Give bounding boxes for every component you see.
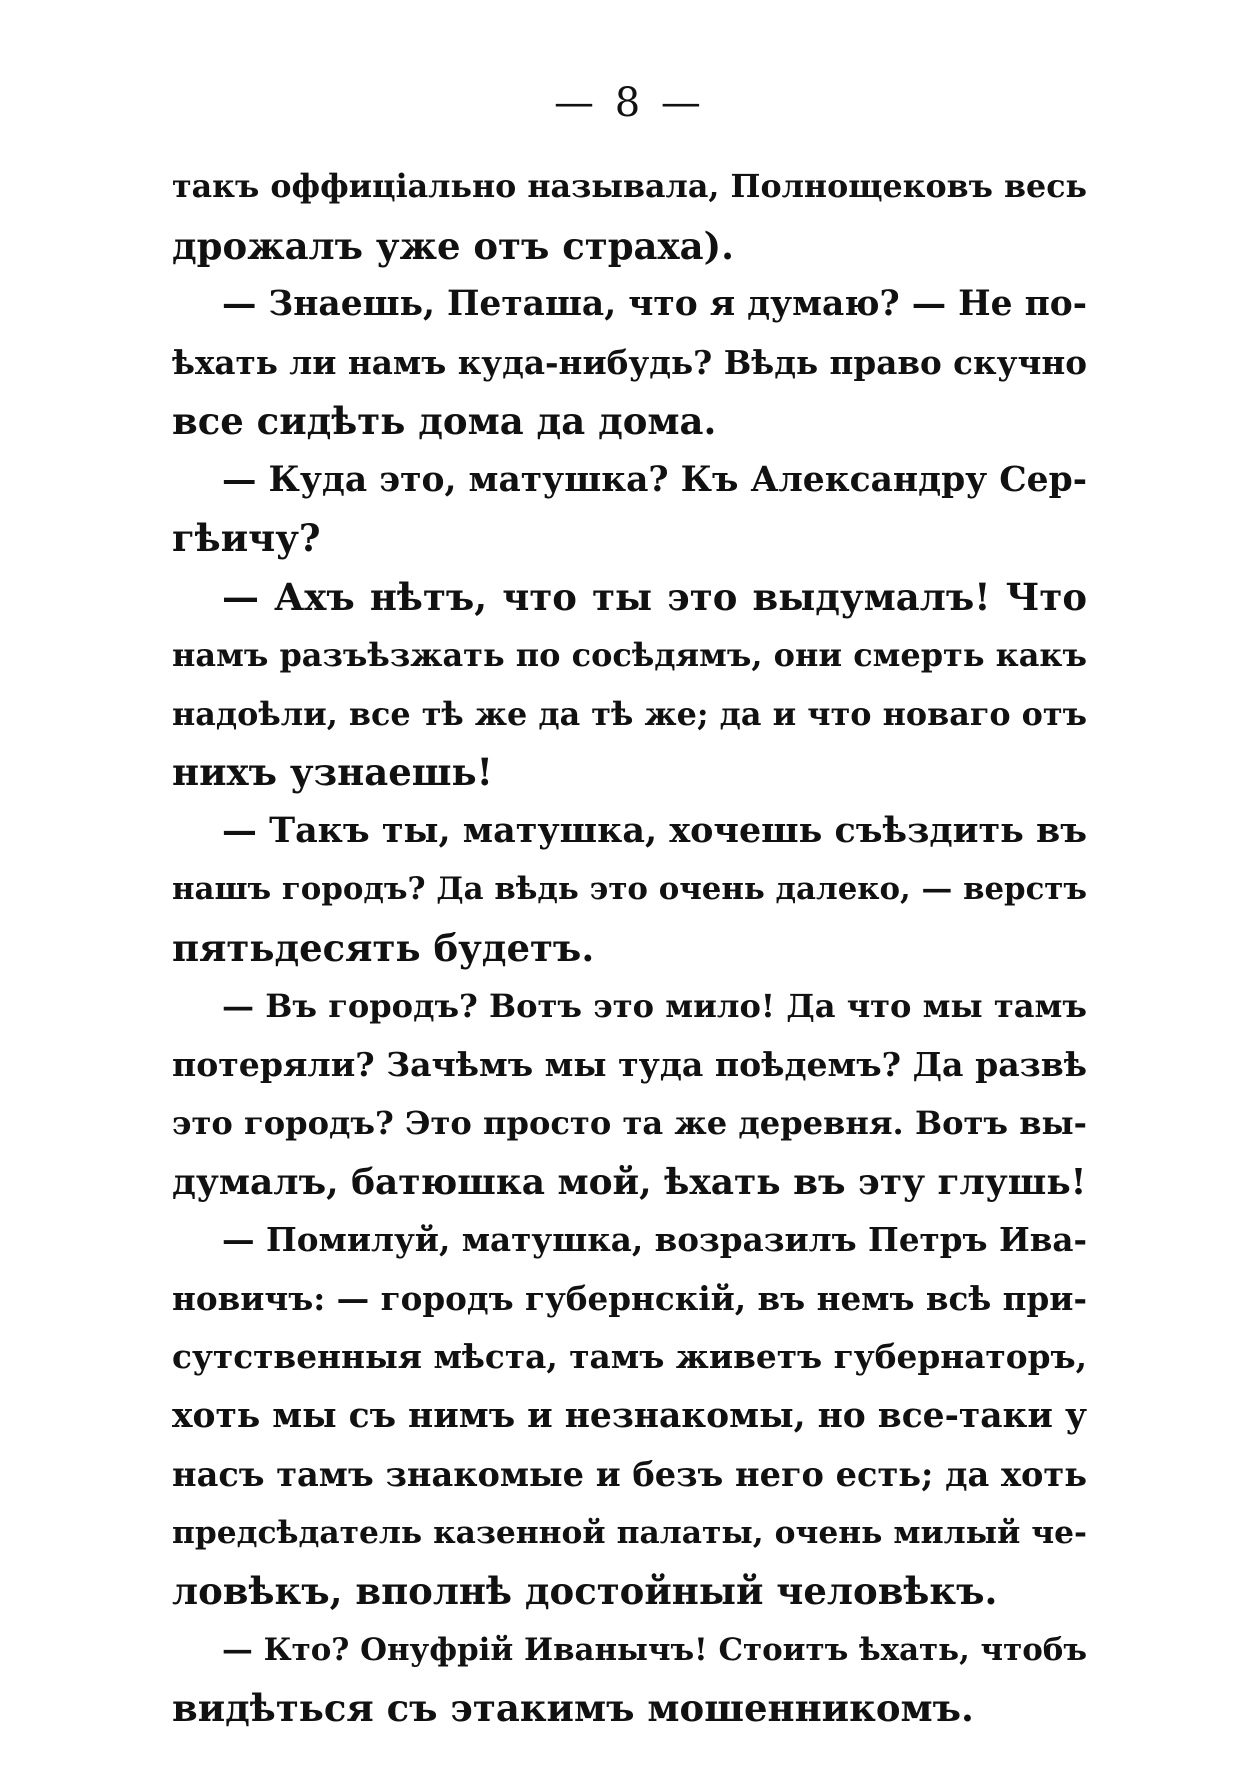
- text-line: ловѣкъ, вполнѣ достойный человѣкъ.: [172, 1569, 998, 1613]
- text-line: предсѣдатель казенной палаты, очень милый че-: [172, 1514, 1087, 1551]
- text-line: видѣться съ этакимъ мошенникомъ.: [172, 1686, 974, 1730]
- text-line: ѣхать ли намъ куда-нибудь? Вѣдь право скучно: [172, 342, 1087, 382]
- text-line: потеряли? Зачѣмъ мы туда поѣдемъ? Да развѣ: [172, 1044, 1087, 1084]
- text-line: нихъ узнаешь!: [172, 750, 493, 794]
- text-line: думалъ, батюшка мой, ѣхать въ эту глушь!: [172, 1160, 1087, 1203]
- text-line: — Въ городъ? Вотъ это мило! Да что мы тамъ: [222, 987, 1087, 1025]
- text-line: намъ разъѣзжать по сосѣдямъ, они смерть какъ: [172, 636, 1087, 674]
- text-line: нашъ городъ? Да вѣдь это очень далеко, — верстъ: [172, 871, 1087, 907]
- text-line: дрожалъ уже отъ страха).: [172, 223, 734, 268]
- text-line: надоѣли, все тѣ же да тѣ же; да и что новаго отъ: [172, 694, 1087, 733]
- page-number: — 8 —: [554, 80, 705, 126]
- text-line: — Знаешь, Петаша, что я думаю? — Не по-: [222, 284, 1087, 324]
- text-line: новичъ: — городъ губернскій, въ немъ всѣ при-: [172, 1278, 1087, 1318]
- text-line: все сидѣть дома да дома.: [172, 399, 717, 443]
- text-line: — Куда это, матушка? Къ Александру Сер-: [222, 459, 1087, 500]
- text-line: пятьдесять будетъ.: [172, 925, 595, 970]
- text-line: насъ тамъ знакомые и безъ него есть; да хоть: [172, 1454, 1087, 1494]
- text-line: это городъ? Это просто та же деревня. Вотъ вы-: [172, 1104, 1087, 1142]
- text-line: — Такъ ты, матушка, хочешь съѣздить въ: [222, 809, 1087, 851]
- text-line: хоть мы съ нимъ и незнакомы, но все-таки у: [172, 1395, 1087, 1436]
- text-line: — Кто? Онуфрій Иванычъ! Стоитъ ѣхать, чтобъ: [222, 1631, 1087, 1668]
- text-line: сутственныя мѣста, тамъ живетъ губернаторъ,: [172, 1337, 1087, 1376]
- text-line: гѣичу?: [172, 516, 321, 560]
- text-line: — Ахъ нѣтъ, что ты это выдумалъ! Что: [222, 574, 1087, 619]
- body-text: [172, 158, 1087, 1738]
- text-line: — Помилуй, матушка, возразилъ Петръ Ива-: [222, 1220, 1087, 1259]
- text-line: такъ оффиціально называла, Полнощековъ весь: [172, 168, 1087, 205]
